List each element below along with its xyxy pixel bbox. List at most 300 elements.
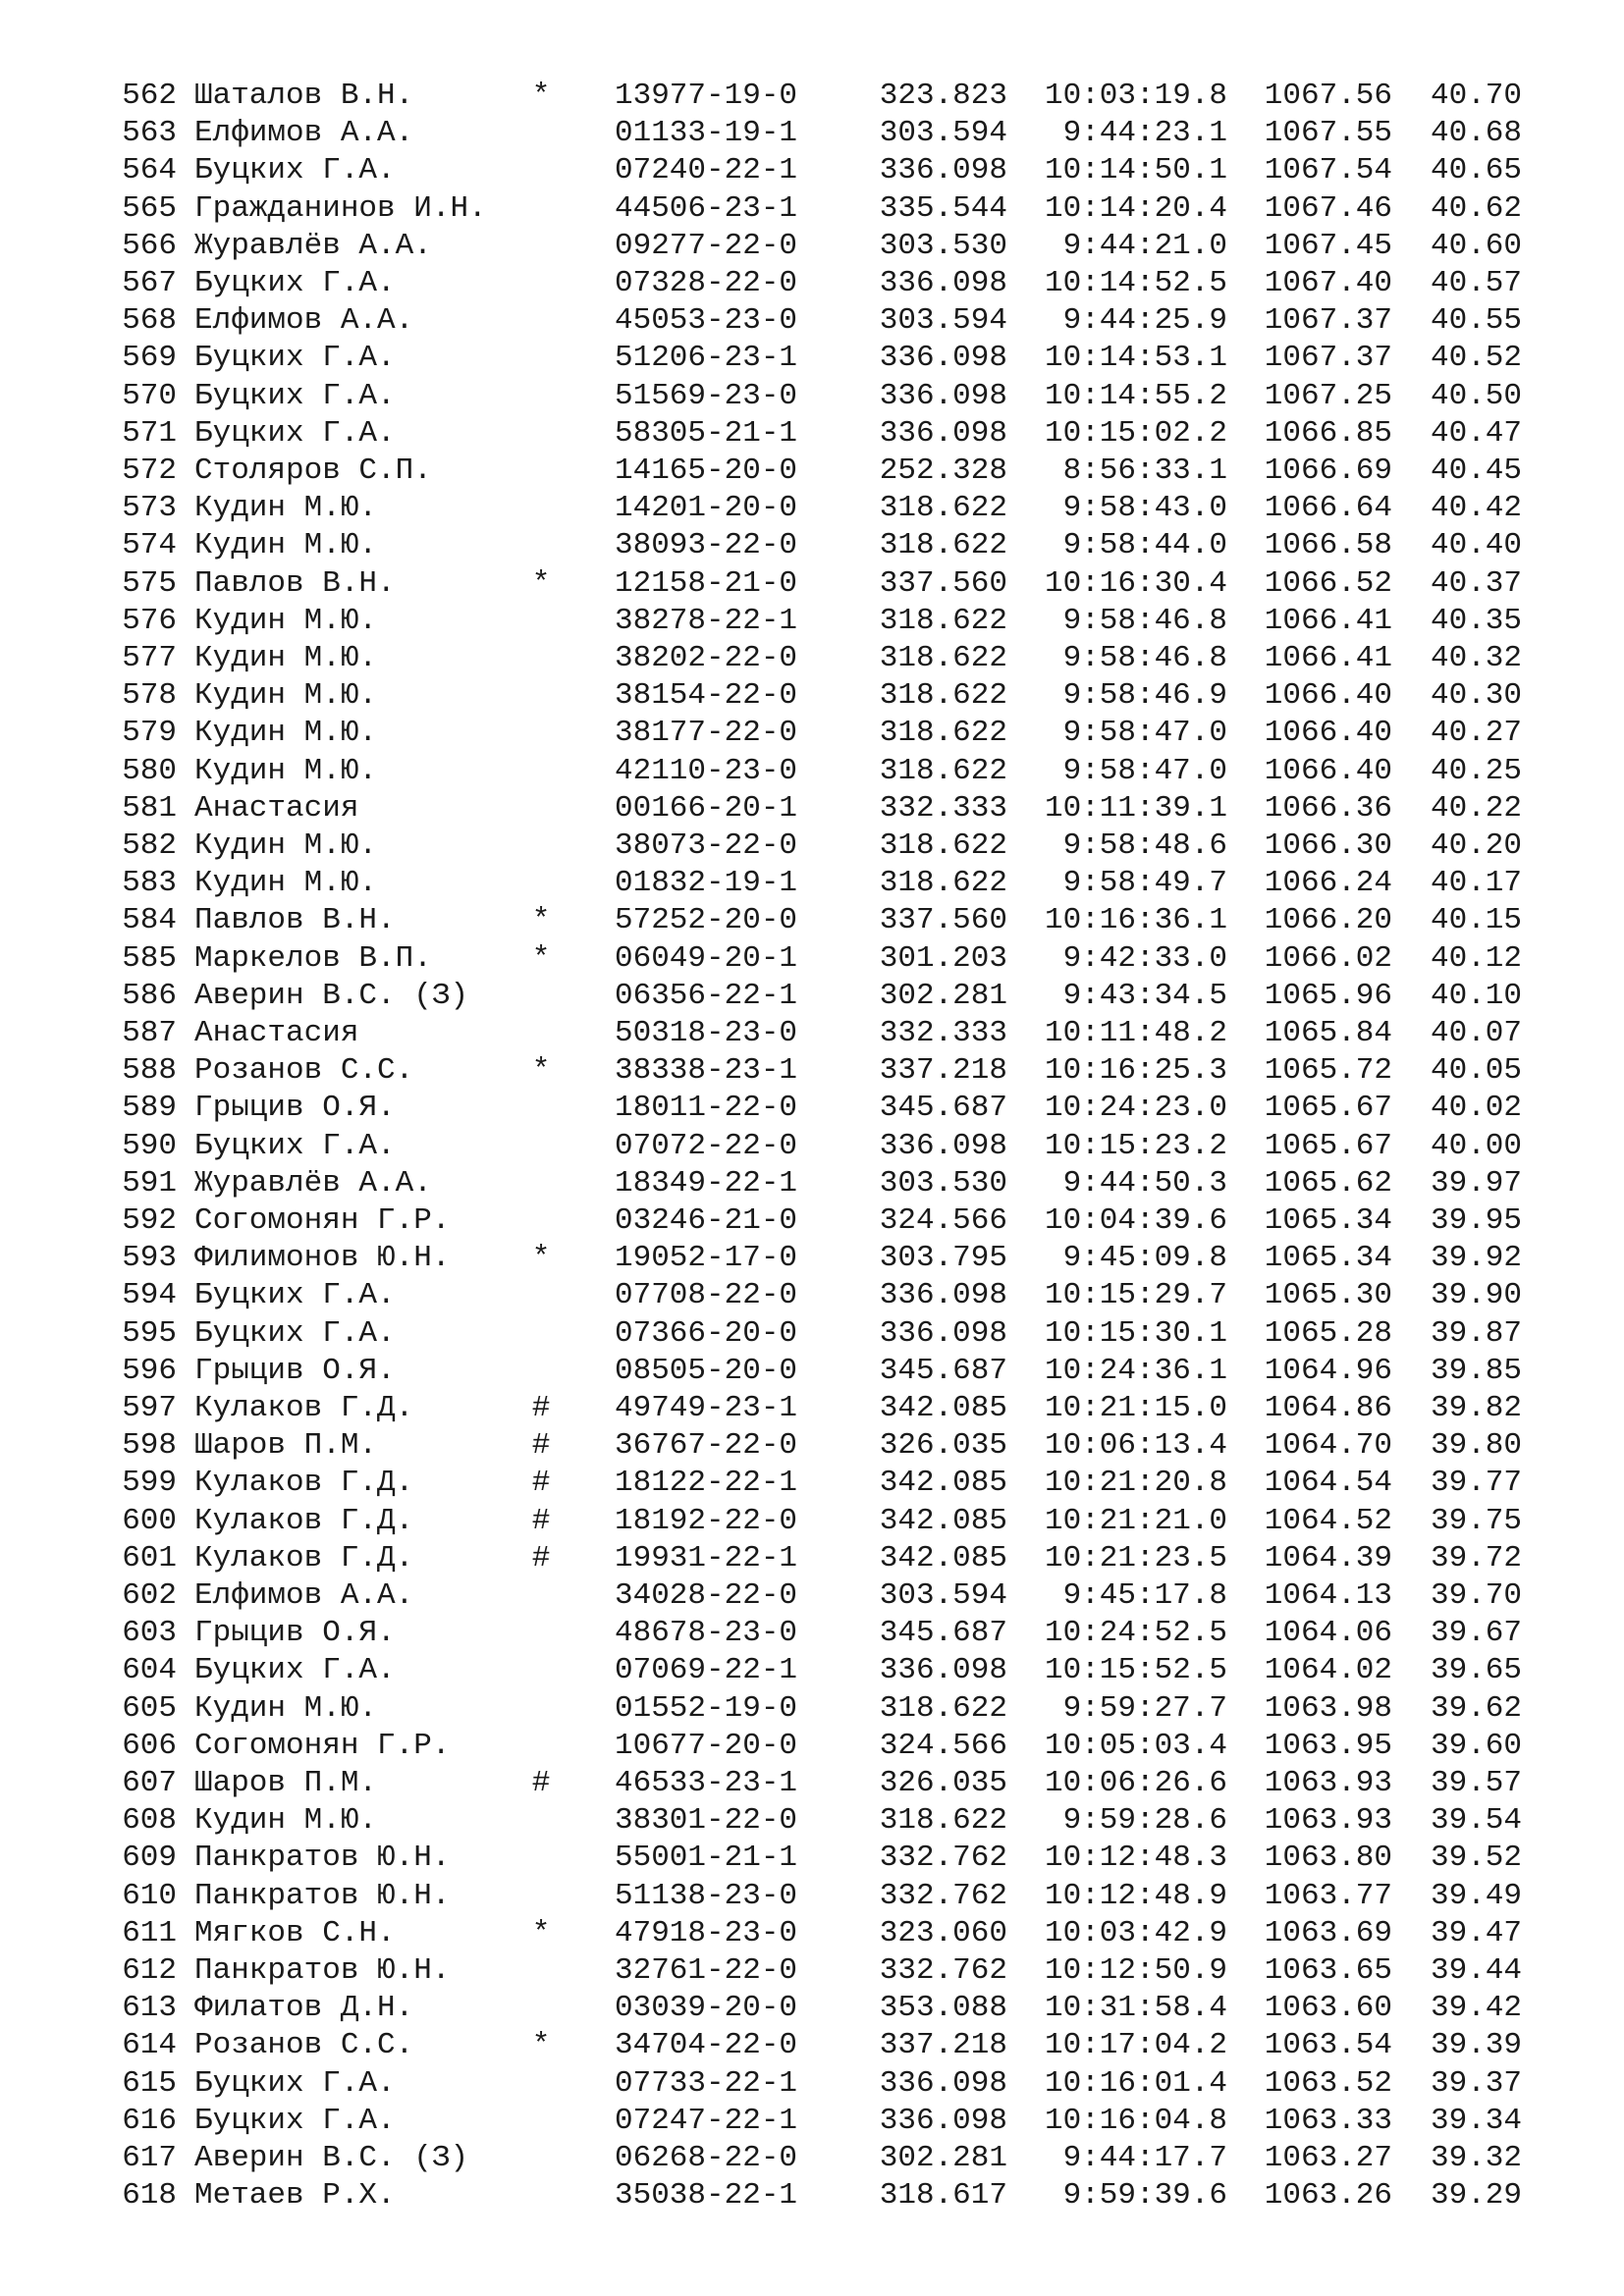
flight-time: 9:58:47.0 xyxy=(1062,753,1227,788)
distance-km: 337.560 xyxy=(879,565,1007,601)
score-value: 40.20 xyxy=(1430,828,1522,863)
ring-number: 01832-19-1 xyxy=(615,866,798,901)
score-value: 40.40 xyxy=(1430,528,1522,563)
ring-number: 01133-19-1 xyxy=(615,116,798,151)
ring-number: 18349-22-1 xyxy=(615,1165,798,1201)
score-value: 39.57 xyxy=(1430,1766,1522,1800)
place-number: 578 xyxy=(122,678,177,714)
speed-value: 1063.93 xyxy=(1264,1766,1392,1800)
fancier-name: Буцких Г.А. xyxy=(194,1653,396,1688)
score-value: 40.32 xyxy=(1430,641,1522,675)
fancier-name: Метаев Р.Х. xyxy=(194,2178,396,2214)
place-number: 573 xyxy=(122,491,177,526)
speed-value: 1066.36 xyxy=(1264,790,1392,826)
distance-km: 318.622 xyxy=(879,1690,1007,1726)
distance-km: 337.218 xyxy=(879,1053,1007,1089)
distance-km: 337.218 xyxy=(879,2028,1007,2063)
distance-km: 318.622 xyxy=(879,753,1007,788)
speed-value: 1065.67 xyxy=(1264,1091,1392,1126)
result-row xyxy=(0,1728,1624,1765)
flight-time: 10:15:02.2 xyxy=(1044,415,1227,451)
ring-number: 08505-20-0 xyxy=(615,1353,798,1388)
ring-number: 45053-23-0 xyxy=(615,303,798,339)
score-value: 39.34 xyxy=(1430,2103,1522,2138)
place-number: 583 xyxy=(122,866,177,901)
place-number: 612 xyxy=(122,1953,177,1988)
place-number: 613 xyxy=(122,1991,177,2026)
speed-value: 1066.40 xyxy=(1264,678,1392,714)
result-row xyxy=(0,1315,1624,1353)
place-number: 595 xyxy=(122,1315,177,1351)
ring-number: 19052-17-0 xyxy=(615,1241,798,1276)
result-row xyxy=(0,1690,1624,1728)
place-number: 587 xyxy=(122,1016,177,1050)
speed-value: 1065.96 xyxy=(1264,978,1392,1013)
ring-number: 14165-20-0 xyxy=(615,454,798,488)
place-number: 586 xyxy=(122,978,177,1013)
ring-number: 12158-21-0 xyxy=(615,565,798,601)
place-number: 562 xyxy=(122,79,177,113)
place-number: 603 xyxy=(122,1616,177,1651)
flight-time: 10:21:15.0 xyxy=(1044,1391,1227,1425)
ring-number: 44506-23-1 xyxy=(615,190,798,226)
result-row xyxy=(0,1915,1624,1952)
flight-time: 9:44:25.9 xyxy=(1062,303,1227,339)
distance-km: 324.566 xyxy=(879,1203,1007,1238)
place-number: 569 xyxy=(122,341,177,376)
result-row xyxy=(0,1165,1624,1202)
speed-value: 1067.54 xyxy=(1264,153,1392,188)
distance-km: 303.795 xyxy=(879,1241,1007,1276)
speed-value: 1065.28 xyxy=(1264,1315,1392,1351)
result-row xyxy=(0,1990,1624,2027)
speed-value: 1066.52 xyxy=(1264,565,1392,601)
speed-value: 1064.06 xyxy=(1264,1616,1392,1651)
fancier-name: Шаров П.М. xyxy=(194,1428,378,1464)
score-value: 39.72 xyxy=(1430,1540,1522,1575)
flight-time: 9:44:23.1 xyxy=(1062,116,1227,151)
flight-time: 10:05:03.4 xyxy=(1044,1728,1227,1763)
fancier-name: Мягков С.Н. xyxy=(194,1915,396,1950)
flight-time: 9:58:44.0 xyxy=(1062,528,1227,563)
fancier-name: Столяров С.П. xyxy=(194,454,432,488)
fancier-name: Буцких Г.А. xyxy=(194,1128,396,1163)
speed-value: 1066.20 xyxy=(1264,903,1392,938)
flight-time: 8:56:33.1 xyxy=(1062,454,1227,488)
fancier-name: Елфимов А.А. xyxy=(194,116,414,151)
score-value: 40.05 xyxy=(1430,1053,1522,1089)
distance-km: 345.687 xyxy=(879,1616,1007,1651)
result-row xyxy=(0,677,1624,715)
ring-number: 57252-20-0 xyxy=(615,903,798,938)
speed-value: 1064.02 xyxy=(1264,1653,1392,1688)
ring-number: 42110-23-0 xyxy=(615,753,798,788)
ring-number: 48678-23-0 xyxy=(615,1616,798,1651)
ring-number: 13977-19-0 xyxy=(615,79,798,113)
fancier-name: Кудин М.Ю. xyxy=(194,491,378,526)
result-row xyxy=(0,2027,1624,2064)
distance-km: 302.281 xyxy=(879,2141,1007,2175)
score-value: 39.95 xyxy=(1430,1203,1522,1238)
score-value: 40.12 xyxy=(1430,940,1522,976)
place-number: 588 xyxy=(122,1053,177,1089)
fancier-name: Кулаков Г.Д. xyxy=(194,1391,414,1425)
fancier-name: Филимонов Ю.Н. xyxy=(194,1241,451,1276)
place-number: 610 xyxy=(122,1878,177,1913)
score-value: 40.42 xyxy=(1430,491,1522,526)
fancier-name: Павлов В.Н. xyxy=(194,903,396,938)
distance-km: 332.762 xyxy=(879,1953,1007,1988)
score-value: 39.97 xyxy=(1430,1165,1522,1201)
fancier-name: Кудин М.Ю. xyxy=(194,641,378,675)
speed-value: 1066.69 xyxy=(1264,454,1392,488)
marker-symbol: * xyxy=(531,1241,551,1276)
result-row xyxy=(0,1952,1624,1990)
speed-value: 1063.77 xyxy=(1264,1878,1392,1913)
flight-time: 10:12:50.9 xyxy=(1044,1953,1227,1988)
ring-number: 00166-20-1 xyxy=(615,790,798,826)
result-row xyxy=(0,865,1624,902)
speed-value: 1063.27 xyxy=(1264,2141,1392,2175)
speed-value: 1065.34 xyxy=(1264,1203,1392,1238)
result-row xyxy=(0,603,1624,640)
flight-time: 10:24:52.5 xyxy=(1044,1616,1227,1651)
score-value: 40.57 xyxy=(1430,266,1522,300)
fancier-name: Кудин М.Ю. xyxy=(194,528,378,563)
flight-time: 9:58:47.0 xyxy=(1062,716,1227,751)
distance-km: 342.085 xyxy=(879,1391,1007,1425)
fancier-name: Анастасия xyxy=(194,790,359,826)
score-value: 39.65 xyxy=(1430,1653,1522,1688)
flight-time: 10:16:30.4 xyxy=(1044,565,1227,601)
distance-km: 336.098 xyxy=(879,1278,1007,1313)
distance-km: 318.622 xyxy=(879,866,1007,901)
flight-time: 10:11:48.2 xyxy=(1044,1016,1227,1050)
result-row xyxy=(0,1840,1624,1877)
distance-km: 318.622 xyxy=(879,716,1007,751)
speed-value: 1066.30 xyxy=(1264,828,1392,863)
distance-km: 336.098 xyxy=(879,1315,1007,1351)
score-value: 39.77 xyxy=(1430,1466,1522,1501)
speed-value: 1064.70 xyxy=(1264,1428,1392,1464)
ring-number: 51138-23-0 xyxy=(615,1878,798,1913)
marker-symbol: * xyxy=(531,940,551,976)
score-value: 39.44 xyxy=(1430,1953,1522,1988)
score-value: 40.62 xyxy=(1430,190,1522,226)
flight-time: 9:58:46.8 xyxy=(1062,641,1227,675)
place-number: 606 xyxy=(122,1728,177,1763)
flight-time: 10:04:39.6 xyxy=(1044,1203,1227,1238)
place-number: 576 xyxy=(122,603,177,638)
flight-time: 10:06:13.4 xyxy=(1044,1428,1227,1464)
score-value: 40.70 xyxy=(1430,79,1522,113)
fancier-name: Гражданинов И.Н. xyxy=(194,190,487,226)
speed-value: 1067.40 xyxy=(1264,266,1392,300)
flight-time: 9:44:17.7 xyxy=(1062,2141,1227,2175)
distance-km: 337.560 xyxy=(879,903,1007,938)
fancier-name: Елфимов А.А. xyxy=(194,1578,414,1613)
flight-time: 9:58:48.6 xyxy=(1062,828,1227,863)
score-value: 40.45 xyxy=(1430,454,1522,488)
speed-value: 1063.33 xyxy=(1264,2103,1392,2138)
fancier-name: Кудин М.Ю. xyxy=(194,716,378,751)
ring-number: 07328-22-0 xyxy=(615,266,798,300)
fancier-name: Панкратов Ю.Н. xyxy=(194,1878,451,1913)
ring-number: 18122-22-1 xyxy=(615,1466,798,1501)
ring-number: 46533-23-1 xyxy=(615,1766,798,1800)
flight-time: 10:16:01.4 xyxy=(1044,2065,1227,2101)
distance-km: 326.035 xyxy=(879,1428,1007,1464)
result-row xyxy=(0,715,1624,752)
distance-km: 345.687 xyxy=(879,1091,1007,1126)
flight-time: 10:11:39.1 xyxy=(1044,790,1227,826)
distance-km: 335.544 xyxy=(879,190,1007,226)
ring-number: 38073-22-0 xyxy=(615,828,798,863)
flight-time: 9:58:49.7 xyxy=(1062,866,1227,901)
speed-value: 1063.65 xyxy=(1264,1953,1392,1988)
ring-number: 38177-22-0 xyxy=(615,716,798,751)
ring-number: 19931-22-1 xyxy=(615,1540,798,1575)
ring-number: 07366-20-0 xyxy=(615,1315,798,1351)
ring-number: 38338-23-1 xyxy=(615,1053,798,1089)
distance-km: 336.098 xyxy=(879,2103,1007,2138)
flight-time: 10:14:52.5 xyxy=(1044,266,1227,300)
score-value: 40.07 xyxy=(1430,1016,1522,1050)
ring-number: 35038-22-1 xyxy=(615,2178,798,2214)
score-value: 40.00 xyxy=(1430,1128,1522,1163)
fancier-name: Буцких Г.А. xyxy=(194,2065,396,2101)
distance-km: 318.617 xyxy=(879,2178,1007,2214)
place-number: 591 xyxy=(122,1165,177,1201)
score-value: 39.75 xyxy=(1430,1503,1522,1538)
score-value: 39.37 xyxy=(1430,2065,1522,2101)
fancier-name: Буцких Г.А. xyxy=(194,266,396,300)
flight-time: 10:06:26.6 xyxy=(1044,1766,1227,1800)
ring-number: 34704-22-0 xyxy=(615,2028,798,2063)
flight-time: 9:58:46.9 xyxy=(1062,678,1227,714)
speed-value: 1064.96 xyxy=(1264,1353,1392,1388)
ring-number: 32761-22-0 xyxy=(615,1953,798,1988)
distance-km: 303.594 xyxy=(879,116,1007,151)
ring-number: 50318-23-0 xyxy=(615,1016,798,1050)
speed-value: 1064.54 xyxy=(1264,1466,1392,1501)
place-number: 572 xyxy=(122,454,177,488)
marker-symbol: # xyxy=(531,1540,551,1575)
result-row xyxy=(0,378,1624,415)
marker-symbol: * xyxy=(531,1915,551,1950)
flight-time: 10:03:19.8 xyxy=(1044,79,1227,113)
score-value: 40.55 xyxy=(1430,303,1522,339)
result-row xyxy=(0,490,1624,527)
ring-number: 14201-20-0 xyxy=(615,491,798,526)
speed-value: 1063.95 xyxy=(1264,1728,1392,1763)
score-value: 39.42 xyxy=(1430,1991,1522,2026)
ring-number: 34028-22-0 xyxy=(615,1578,798,1613)
fancier-name: Кулаков Г.Д. xyxy=(194,1466,414,1501)
result-row xyxy=(0,978,1624,1015)
flight-time: 9:44:21.0 xyxy=(1062,228,1227,263)
speed-value: 1063.52 xyxy=(1264,2065,1392,2101)
place-number: 590 xyxy=(122,1128,177,1163)
flight-time: 9:45:09.8 xyxy=(1062,1241,1227,1276)
score-value: 39.52 xyxy=(1430,1841,1522,1876)
distance-km: 318.622 xyxy=(879,1803,1007,1839)
place-number: 575 xyxy=(122,565,177,601)
distance-km: 303.594 xyxy=(879,1578,1007,1613)
result-row xyxy=(0,453,1624,490)
marker-symbol: # xyxy=(531,1766,551,1800)
distance-km: 342.085 xyxy=(879,1503,1007,1538)
speed-value: 1066.85 xyxy=(1264,415,1392,451)
ring-number: 03039-20-0 xyxy=(615,1991,798,2026)
result-row xyxy=(0,790,1624,828)
ring-number: 47918-23-0 xyxy=(615,1915,798,1950)
score-value: 39.62 xyxy=(1430,1690,1522,1726)
ring-number: 06268-22-0 xyxy=(615,2141,798,2175)
flight-time: 10:31:58.4 xyxy=(1044,1991,1227,2026)
fancier-name: Шаталов В.Н. xyxy=(194,79,414,113)
score-value: 40.60 xyxy=(1430,228,1522,263)
ring-number: 07708-22-0 xyxy=(615,1278,798,1313)
fancier-name: Кудин М.Ю. xyxy=(194,1803,378,1839)
result-row xyxy=(0,1240,1624,1277)
speed-value: 1066.02 xyxy=(1264,940,1392,976)
fancier-name: Журавлёв А.А. xyxy=(194,228,432,263)
distance-km: 318.622 xyxy=(879,828,1007,863)
ring-number: 06356-22-1 xyxy=(615,978,798,1013)
ring-number: 03246-21-0 xyxy=(615,1203,798,1238)
result-row xyxy=(0,940,1624,978)
flight-time: 9:59:27.7 xyxy=(1062,1690,1227,1726)
score-value: 39.70 xyxy=(1430,1578,1522,1613)
speed-value: 1064.39 xyxy=(1264,1540,1392,1575)
result-row xyxy=(0,340,1624,377)
fancier-name: Панкратов Ю.Н. xyxy=(194,1953,451,1988)
score-value: 40.02 xyxy=(1430,1091,1522,1126)
score-value: 40.30 xyxy=(1430,678,1522,714)
result-row xyxy=(0,1390,1624,1427)
ring-number: 01552-19-0 xyxy=(615,1690,798,1726)
fancier-name: Розанов С.С. xyxy=(194,1053,414,1089)
distance-km: 326.035 xyxy=(879,1766,1007,1800)
place-number: 585 xyxy=(122,940,177,976)
distance-km: 336.098 xyxy=(879,341,1007,376)
score-value: 39.92 xyxy=(1430,1241,1522,1276)
flight-time: 9:45:17.8 xyxy=(1062,1578,1227,1613)
speed-value: 1063.54 xyxy=(1264,2028,1392,2063)
result-row xyxy=(0,1540,1624,1577)
place-number: 577 xyxy=(122,641,177,675)
flight-time: 10:14:53.1 xyxy=(1044,341,1227,376)
score-value: 39.80 xyxy=(1430,1428,1522,1464)
marker-symbol: * xyxy=(531,2028,551,2063)
ring-number: 51206-23-1 xyxy=(615,341,798,376)
speed-value: 1066.24 xyxy=(1264,866,1392,901)
score-value: 40.22 xyxy=(1430,790,1522,826)
result-row xyxy=(0,115,1624,152)
speed-value: 1067.37 xyxy=(1264,303,1392,339)
distance-km: 318.622 xyxy=(879,678,1007,714)
distance-km: 336.098 xyxy=(879,2065,1007,2101)
result-row xyxy=(0,1015,1624,1052)
distance-km: 342.085 xyxy=(879,1466,1007,1501)
result-row xyxy=(0,228,1624,265)
flight-time: 10:24:23.0 xyxy=(1044,1091,1227,1126)
fancier-name: Кудин М.Ю. xyxy=(194,753,378,788)
place-number: 584 xyxy=(122,903,177,938)
speed-value: 1063.93 xyxy=(1264,1803,1392,1839)
result-row xyxy=(0,152,1624,189)
place-number: 592 xyxy=(122,1203,177,1238)
flight-time: 10:15:52.5 xyxy=(1044,1653,1227,1688)
place-number: 596 xyxy=(122,1353,177,1388)
fancier-name: Буцких Г.А. xyxy=(194,341,396,376)
distance-km: 302.281 xyxy=(879,978,1007,1013)
score-value: 39.29 xyxy=(1430,2178,1522,2214)
fancier-name: Кудин М.Ю. xyxy=(194,603,378,638)
distance-km: 303.530 xyxy=(879,228,1007,263)
place-number: 600 xyxy=(122,1503,177,1538)
fancier-name: Маркелов В.П. xyxy=(194,940,432,976)
flight-time: 10:14:55.2 xyxy=(1044,378,1227,413)
result-row xyxy=(0,565,1624,603)
distance-km: 318.622 xyxy=(879,641,1007,675)
flight-time: 9:44:50.3 xyxy=(1062,1165,1227,1201)
fancier-name: Грыцив О.Я. xyxy=(194,1616,396,1651)
speed-value: 1066.58 xyxy=(1264,528,1392,563)
distance-km: 323.823 xyxy=(879,79,1007,113)
ring-number: 09277-22-0 xyxy=(615,228,798,263)
result-row xyxy=(0,1090,1624,1127)
fancier-name: Буцких Г.А. xyxy=(194,153,396,188)
speed-value: 1066.64 xyxy=(1264,491,1392,526)
score-value: 39.49 xyxy=(1430,1878,1522,1913)
result-row xyxy=(0,2103,1624,2140)
flight-time: 9:58:46.8 xyxy=(1062,603,1227,638)
result-row xyxy=(0,1615,1624,1652)
score-value: 39.90 xyxy=(1430,1278,1522,1313)
ring-number: 38301-22-0 xyxy=(615,1803,798,1839)
ring-number: 51569-23-0 xyxy=(615,378,798,413)
flight-time: 10:21:21.0 xyxy=(1044,1503,1227,1538)
distance-km: 303.530 xyxy=(879,1165,1007,1201)
distance-km: 324.566 xyxy=(879,1728,1007,1763)
result-row xyxy=(0,1652,1624,1689)
marker-symbol: * xyxy=(531,1053,551,1089)
place-number: 608 xyxy=(122,1803,177,1839)
place-number: 617 xyxy=(122,2141,177,2175)
place-number: 564 xyxy=(122,153,177,188)
fancier-name: Согомонян Г.Р. xyxy=(194,1203,451,1238)
flight-time: 9:59:28.6 xyxy=(1062,1803,1227,1839)
distance-km: 318.622 xyxy=(879,603,1007,638)
distance-km: 332.762 xyxy=(879,1841,1007,1876)
flight-time: 9:59:39.6 xyxy=(1062,2178,1227,2214)
distance-km: 342.085 xyxy=(879,1540,1007,1575)
place-number: 599 xyxy=(122,1466,177,1501)
speed-value: 1067.37 xyxy=(1264,341,1392,376)
speed-value: 1067.45 xyxy=(1264,228,1392,263)
place-number: 580 xyxy=(122,753,177,788)
place-number: 581 xyxy=(122,790,177,826)
place-number: 605 xyxy=(122,1690,177,1726)
score-value: 39.54 xyxy=(1430,1803,1522,1839)
fancier-name: Панкратов Ю.Н. xyxy=(194,1841,451,1876)
flight-time: 10:14:20.4 xyxy=(1044,190,1227,226)
ring-number: 38093-22-0 xyxy=(615,528,798,563)
result-row xyxy=(0,1353,1624,1390)
fancier-name: Кулаков Г.Д. xyxy=(194,1540,414,1575)
